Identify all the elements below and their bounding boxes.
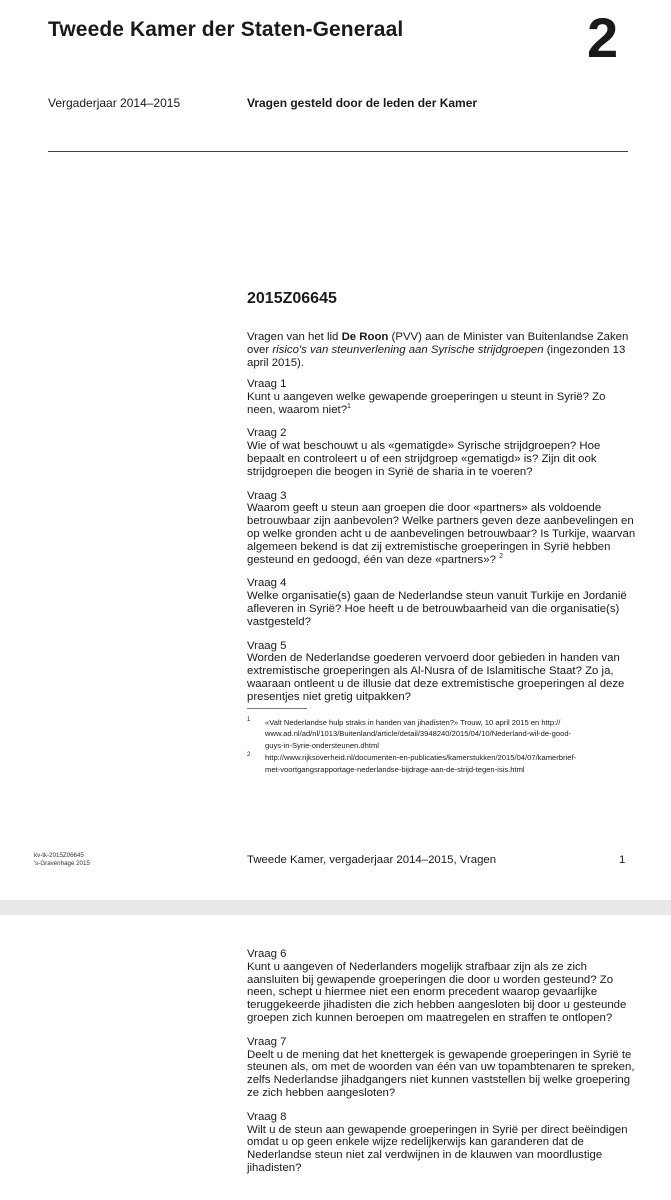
question-subject: risico's van steunverlening aan Syrische strijdgroepen: [272, 343, 544, 356]
publication-place: 's-Gravenhage 2015: [34, 860, 90, 867]
question-text: Kunt u aangeven of Nederlanders mogelijk strafbaar zijn als ze zich aansluiten bij gewapende groeperingen die door u worden gesteund? Zo neen, schept u hiermee niet een enorm precedent waarop gevaarlijke teruggekeerde jihadisten die zich hebben aangesloten bij door u gesteunde groepen zich kunnen beroepen om maatregelen en straffen te ontlopen?: [247, 960, 627, 1024]
question-label: Vraag 6: [247, 948, 287, 960]
question-text: Waarom geeft u steun aan groepen die door «partners» als voldoende betrouwbaar zijn aanbevolen? Welke partners geven deze aanbevelingen en op welke gronden acht u de aanbevelingen betrouwbaar? Is Turkije, waarvan algemeen bekend is dat zij extremistische groeperingen in Syrië hebben gesteund en gedoogd, één van deze «partners»?: [247, 502, 636, 566]
header-divider: [48, 151, 628, 152]
series-title: Vragen gesteld door de leden der Kamer: [247, 96, 478, 110]
document-series-number: 2: [587, 6, 619, 69]
question-label: Vraag 2: [247, 427, 287, 440]
document-id: kv-tk-2015Z06645: [34, 852, 84, 859]
question-item: [247, 1111, 637, 1175]
footnote-number: 1: [247, 717, 251, 723]
footnote-link[interactable]: http://www.rijksoverheid.nl/documenten-en-publicaties/kamerstukken/2015/04/07/kamerbrief-: [265, 753, 577, 763]
question-label: Vraag 5: [247, 639, 287, 652]
intro-text: Vragen van het lid: [247, 331, 342, 343]
document-meta: [34, 852, 90, 868]
question-item: [247, 948, 637, 1025]
question-list: [247, 948, 637, 1186]
question-text: Welke organisatie(s) gaan de Nederlandse steun vanuit Turkije en Jordanië afleveren in Syrië? Hoe heeft u de betrouwbaarheid van die organisatie(s) vastgesteld?: [247, 590, 627, 628]
intro-text: (ingezonden 13 april 2015).: [247, 343, 626, 369]
footnote-reference[interactable]: 2: [499, 552, 503, 560]
question-text: Deelt u de mening dat het knettergek is gewapende groeperingen in Syrië te steunen als, om met de woorden van één van uw topambtenaren te spreken, zelfs Nederlandse jihadgangers niet kunnen vaststellen bij welke groepering ze zich hebben aangesloten?: [247, 1048, 635, 1099]
footnote-link[interactable]: «Valt Nederlandse hulp straks in handen van jihadisten?» Trouw, 10 april 2015 en http://: [265, 718, 561, 727]
intro-text: (PVV) aan de Minister van Buitenlandse Zaken over: [247, 331, 629, 356]
question-item: [247, 378, 637, 416]
question-item: [247, 640, 637, 704]
document-number: 2015Z06645: [247, 290, 337, 307]
page-number: 1: [619, 854, 626, 866]
question-list: [247, 378, 637, 715]
question-label: Vraag 7: [247, 1035, 287, 1048]
question-text: Wilt u de steun aan gewapende groeperingen in Syrië per direct beëindigen omdat u op geen enkele wijze redelijkerwijs kan garanderen dat de Nederlandse steun niet zal verdwijnen in de klauwen van moordlustige jihadisten?: [247, 1123, 628, 1174]
footnotes: [247, 717, 627, 776]
page-footer: Tweede Kamer, vergaderjaar 2014–2015, Vragen: [247, 854, 497, 866]
intro-paragraph: [247, 331, 637, 369]
footnote-link[interactable]: guys-in-Syrie-ondersteunen.dhtml: [265, 740, 379, 750]
footnote-link[interactable]: www.ad.nl/ad/nl/1013/Buitenland/article/detail/3948240/2015/04/10/Nederland-wil-de-good-: [265, 729, 572, 739]
question-text: Wie of wat beschouwt u als «gematigde» Syrische strijdgroepen? Hoe bepaalt en controleert u of een strijdgroep «gematigd» is? Zijn dit ook strijdgroepen die beogen in Syrië de sharia in te voeren?: [247, 440, 601, 478]
footnote: [247, 717, 627, 751]
question-item: [247, 427, 637, 478]
footnote-link[interactable]: met-voortgangsrapportage-nederlandse-bijdrage-aan-de-strijd-tegen-isis.html: [265, 764, 525, 774]
question-label: Vraag 3: [247, 489, 287, 502]
question-label: Vraag 8: [247, 1110, 287, 1123]
footnote-divider: [247, 708, 307, 709]
question-text: Kunt u aangeven welke gewapende groeperingen u steunt in Syrië? Zo neen, waarom niet?: [247, 390, 606, 416]
session-year: Vergaderjaar 2014–2015: [48, 96, 181, 110]
question-item: [247, 577, 637, 628]
footnote-reference[interactable]: 1: [347, 402, 351, 410]
question-label: Vraag 1: [247, 378, 287, 390]
footnote: [247, 752, 627, 775]
question-label: Vraag 4: [247, 577, 287, 590]
parliament-title: Tweede Kamer der Staten-Generaal: [48, 18, 404, 41]
question-item: [247, 490, 637, 567]
question-text: Worden de Nederlandse goederen vervoerd door gebieden in handen van extremistische groeperingen als Al-Nusra of de Islamitische Staat? Zo ja, waaraan ontleent u de illusie dat deze extremistische groeperingen al deze presentjes niet gretig uitpakken?: [247, 652, 625, 703]
question-item: [247, 1036, 637, 1100]
member-name: De Roon: [341, 331, 389, 343]
footnote-number: 2: [247, 752, 251, 759]
document-page-2: [0, 915, 671, 1200]
